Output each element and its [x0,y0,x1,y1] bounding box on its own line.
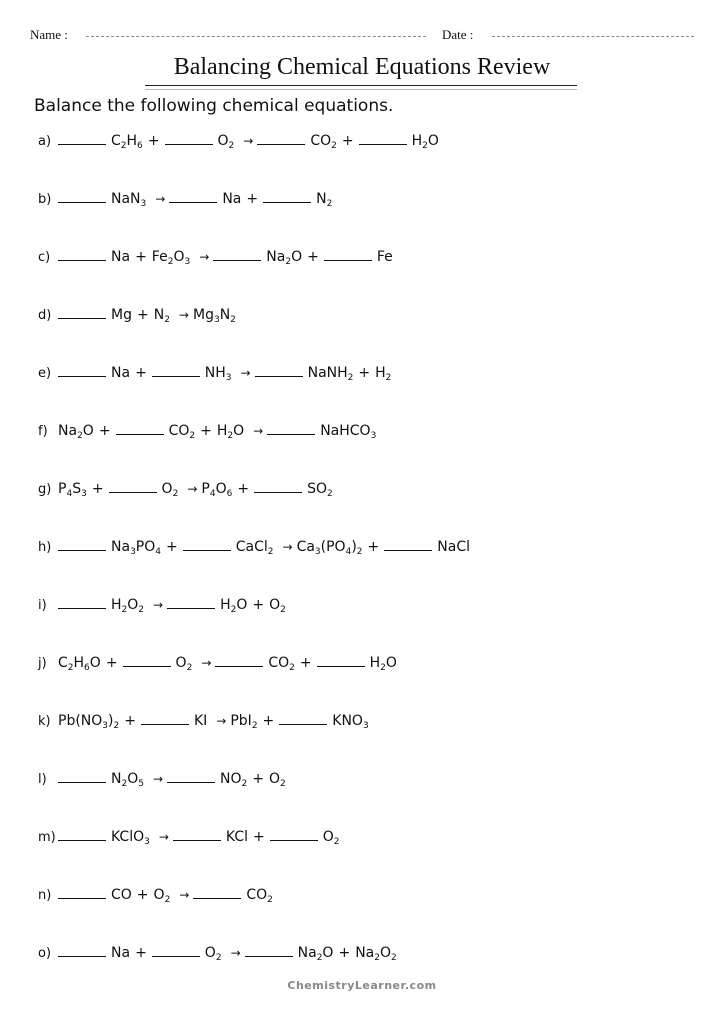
equation-letter: b) [38,192,52,207]
title-underline-secondary [145,89,577,90]
coefficient-blank[interactable] [116,422,164,435]
coefficient-blank[interactable] [58,248,106,261]
formula: $CO_2$ [310,133,337,151]
equation-row [38,190,337,212]
formula: Na [111,365,131,381]
formula: KCl [225,829,248,845]
coefficient-blank[interactable] [317,654,365,667]
equation-row [38,654,402,676]
equation-letter: h) [38,540,52,555]
formula: $H_2O_2$ [111,597,145,615]
formula: $Na_2O$ [58,423,94,441]
plus-sign: + [299,655,312,671]
formula: $H_2O$ [369,655,397,673]
formula: $Ca_3(PO_4)_2$ [296,539,363,557]
formula: $O_2$ [161,481,179,499]
coefficient-blank[interactable] [255,364,303,377]
equation-row [38,828,345,850]
formula: $P_4S_3$ [58,481,87,499]
coefficient-blank[interactable] [58,828,106,841]
reaction-arrow-icon: → [243,134,254,148]
formula: $P_4O_6$ [201,481,233,499]
formula: Fe [376,249,393,265]
plus-sign: + [124,713,136,729]
formula: $C_2H_6$ [111,133,143,151]
formula: $O_2$ [269,771,286,789]
reaction-arrow-icon: → [152,772,164,786]
plus-sign: + [135,945,147,961]
coefficient-blank[interactable] [245,944,293,957]
equation-row [38,538,475,560]
formula: $O_2$ [153,887,171,905]
formula: $KNO_3$ [332,713,369,731]
equation-letter: e) [38,366,52,381]
coefficient-blank[interactable] [279,712,327,725]
equation-row [38,770,291,792]
formula: NaNH$_2$ [307,365,354,383]
equation-row [38,248,398,270]
coefficient-blank[interactable] [58,538,106,551]
equation-row [38,944,402,966]
plus-sign: + [367,539,380,555]
coefficient-blank[interactable] [58,190,106,203]
coefficient-blank[interactable] [213,248,261,261]
date-field[interactable] [492,36,694,37]
plus-sign: + [253,829,265,845]
formula: $C_2H_6O$ [58,655,101,673]
formula: Na [222,191,242,207]
equation-letter: m) [38,830,56,845]
formula: $NO_2$ [220,771,248,789]
coefficient-blank[interactable] [58,132,106,145]
plus-sign: + [105,655,118,671]
plus-sign: + [237,481,250,497]
equation-letter: o) [38,946,52,961]
formula: $O_2$ [175,655,193,673]
plus-sign: + [135,249,147,265]
formula: $H_2O$ [216,423,245,441]
footer-brand: ChemistryLearner.com [287,979,437,992]
name-label: Name : [30,27,68,42]
equation-row [38,596,291,618]
reaction-arrow-icon: → [199,250,210,264]
title-underline [145,85,577,86]
plus-sign: + [91,481,104,497]
formula: Na [111,945,131,961]
reaction-arrow-icon: → [240,366,251,380]
plus-sign: + [147,133,160,149]
formula: $CO_2$ [246,887,273,905]
equation-letter: j) [38,656,47,671]
reaction-arrow-icon: → [158,830,169,844]
date-label: Date : [442,27,474,42]
plus-sign: + [358,365,371,381]
equation-row [38,306,241,328]
reaction-arrow-icon: → [216,714,227,728]
reaction-arrow-icon: → [230,946,241,960]
equation-letter: a) [38,134,52,149]
coefficient-blank[interactable] [270,828,318,841]
coefficient-blank[interactable] [165,132,213,145]
formula: $O_2$ [269,597,286,615]
coefficient-blank[interactable] [183,538,231,551]
plus-sign: + [200,423,212,439]
coefficient-blank[interactable] [167,770,215,783]
reaction-arrow-icon: → [253,424,264,438]
formula: PbI$_2$ [230,713,258,731]
equation-letter: k) [38,714,51,729]
formula: $H_2$ [375,365,392,383]
formula: $Na_2O_2$ [355,945,397,963]
coefficient-blank[interactable] [359,132,407,145]
formula: $N_2$ [316,191,333,209]
formula: $Mg_3N_2$ [192,307,236,325]
formula: KI [193,713,208,729]
formula: $CO_2$ [268,655,295,673]
formula: $CO_2$ [168,423,196,441]
formula: $Pb(NO_3)_2$ [58,713,120,731]
reaction-arrow-icon: → [155,192,166,206]
coefficient-blank[interactable] [167,596,215,609]
coefficient-blank[interactable] [58,886,106,899]
plus-sign: + [252,597,265,613]
name-field[interactable] [86,36,426,37]
plus-sign: + [166,539,178,555]
coefficient-blank[interactable] [123,654,171,667]
instructions: Balance the following chemical equations. [34,96,394,116]
equation-row [38,712,374,734]
formula: $H_2O$ [411,133,439,151]
equation-row [38,132,444,154]
plus-sign: + [246,191,259,207]
formula: $N_2O_5$ [111,771,144,789]
reaction-arrow-icon: → [282,540,293,554]
equation-row [38,480,338,502]
reaction-arrow-icon: → [153,598,164,612]
formula: NaCl [437,539,470,555]
plus-sign: + [262,713,275,729]
formula: CO [111,887,132,903]
formula: NaHCO$_3$ [320,423,377,441]
coefficient-blank[interactable] [173,828,221,841]
formula: $O_2$ [217,133,235,151]
coefficient-blank[interactable] [152,364,200,377]
formula: CaCl$_2$ [235,539,274,557]
equation-row [38,886,278,908]
formula: $Na_2O$ [297,945,334,963]
coefficient-blank[interactable] [58,596,106,609]
formula: $H_2O$ [220,597,248,615]
reaction-arrow-icon: → [201,656,212,670]
formula: $Na_3PO_4$ [111,539,161,557]
formula: Na [111,249,131,265]
coefficient-blank[interactable] [141,712,189,725]
equation-letter: d) [38,308,52,323]
equation-letter: n) [38,888,52,903]
plus-sign: + [136,887,149,903]
equation-letter: f) [38,424,48,439]
reaction-arrow-icon: → [178,308,189,322]
equation-row [38,422,381,444]
coefficient-blank[interactable] [169,190,217,203]
worksheet-header [30,27,694,43]
coefficient-blank[interactable] [267,422,315,435]
equation-letter: g) [38,482,52,497]
plus-sign: + [135,365,147,381]
reaction-arrow-icon: → [179,888,190,902]
equation-letter: c) [38,250,51,265]
coefficient-blank[interactable] [109,480,157,493]
reaction-arrow-icon: → [187,482,198,496]
formula: KClO$_3$ [111,829,150,847]
formula: $NH_3$ [204,365,232,383]
page-title: Balancing Chemical Equations Review [173,54,551,80]
coefficient-blank[interactable] [263,190,311,203]
plus-sign: + [341,133,354,149]
coefficient-blank[interactable] [58,306,106,319]
coefficient-blank[interactable] [58,770,106,783]
coefficient-blank[interactable] [257,132,305,145]
formula: $Fe_2O_3$ [151,249,191,267]
coefficient-blank[interactable] [324,248,372,261]
plus-sign: + [136,307,149,323]
plus-sign: + [98,423,111,439]
equation-letter: i) [38,598,47,613]
formula: $SO_2$ [307,481,333,499]
coefficient-blank[interactable] [193,886,241,899]
formula: Mg [111,307,132,323]
formula: $O_2$ [204,945,222,963]
formula: $N_2$ [153,307,170,325]
coefficient-blank[interactable] [152,944,200,957]
plus-sign: + [307,249,319,265]
plus-sign: + [252,771,265,787]
formula: $O_2$ [322,829,340,847]
formula: NaN$_3$ [111,191,147,209]
formula: $Na_2O$ [266,249,303,267]
equation-letter: l) [38,772,47,787]
coefficient-blank[interactable] [58,944,106,957]
plus-sign: + [338,945,351,961]
coefficient-blank[interactable] [254,480,302,493]
coefficient-blank[interactable] [384,538,432,551]
coefficient-blank[interactable] [58,364,106,377]
coefficient-blank[interactable] [215,654,263,667]
equation-row [38,364,396,386]
